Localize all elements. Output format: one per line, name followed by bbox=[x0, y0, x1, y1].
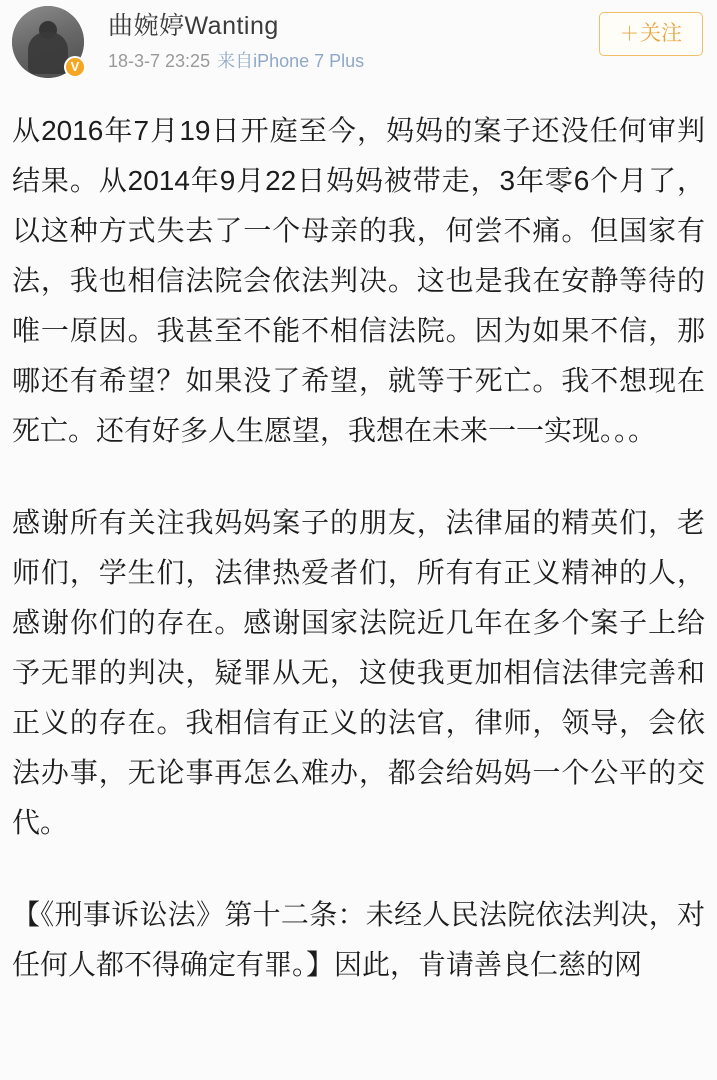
follow-button[interactable] bbox=[599, 12, 703, 56]
post-paragraph: 从2016年7月19日开庭至今，妈妈的案子还没任何审判结果。从2014年9月22日妈妈被带走，3年零6个月了，以这种方式失去了一个母亲的我，何尝不痛。但国家有法，我也相信法院会依法判决。这也是我在安静等待的唯一原因。我甚至不能不相信法院。因为如果不信，那哪还有希望？如果没了希望，就等于死亡。我不想现在死亡。还有好多人生愿望，我想在未来一一实现。。。 bbox=[12, 115, 705, 446]
post-source[interactable]: 来自iPhone 7 Plus bbox=[217, 51, 365, 71]
post-body bbox=[0, 92, 717, 990]
post-header bbox=[0, 0, 717, 92]
post-timestamp: 18-3-7 23:25 bbox=[108, 51, 211, 71]
post-meta-line bbox=[108, 49, 587, 73]
avatar[interactable] bbox=[12, 6, 84, 78]
bottom-fade bbox=[0, 1070, 717, 1080]
follow-button-label: 关注 bbox=[640, 22, 682, 45]
post-paragraph: 【《刑事诉讼法》第十二条：未经人民法院依法判决，对任何人都不得确定有罪。】因此，肯请善良仁慈的网 bbox=[12, 899, 705, 980]
avatar-body-shape bbox=[28, 32, 68, 74]
plus-icon: ＋ bbox=[619, 24, 639, 45]
post-paragraph: 感谢所有关注我妈妈案子的朋友，法律届的精英们，老师们，学生们，法律热爱者们，所有有正义精神的人，感谢你们的存在。感谢国家法院近几年在多个案子上给予无罪的判决，疑罪从无，这使我更加相信法律完善和正义的存在。我相信有正义的法官，律师，领导，会依法办事，无论事再怎么难办，都会给妈妈一个公平的交代。 bbox=[12, 507, 705, 838]
verified-badge-icon: V bbox=[64, 56, 86, 78]
user-meta bbox=[108, 10, 587, 73]
author-name[interactable]: 曲婉婷Wanting bbox=[108, 12, 279, 40]
